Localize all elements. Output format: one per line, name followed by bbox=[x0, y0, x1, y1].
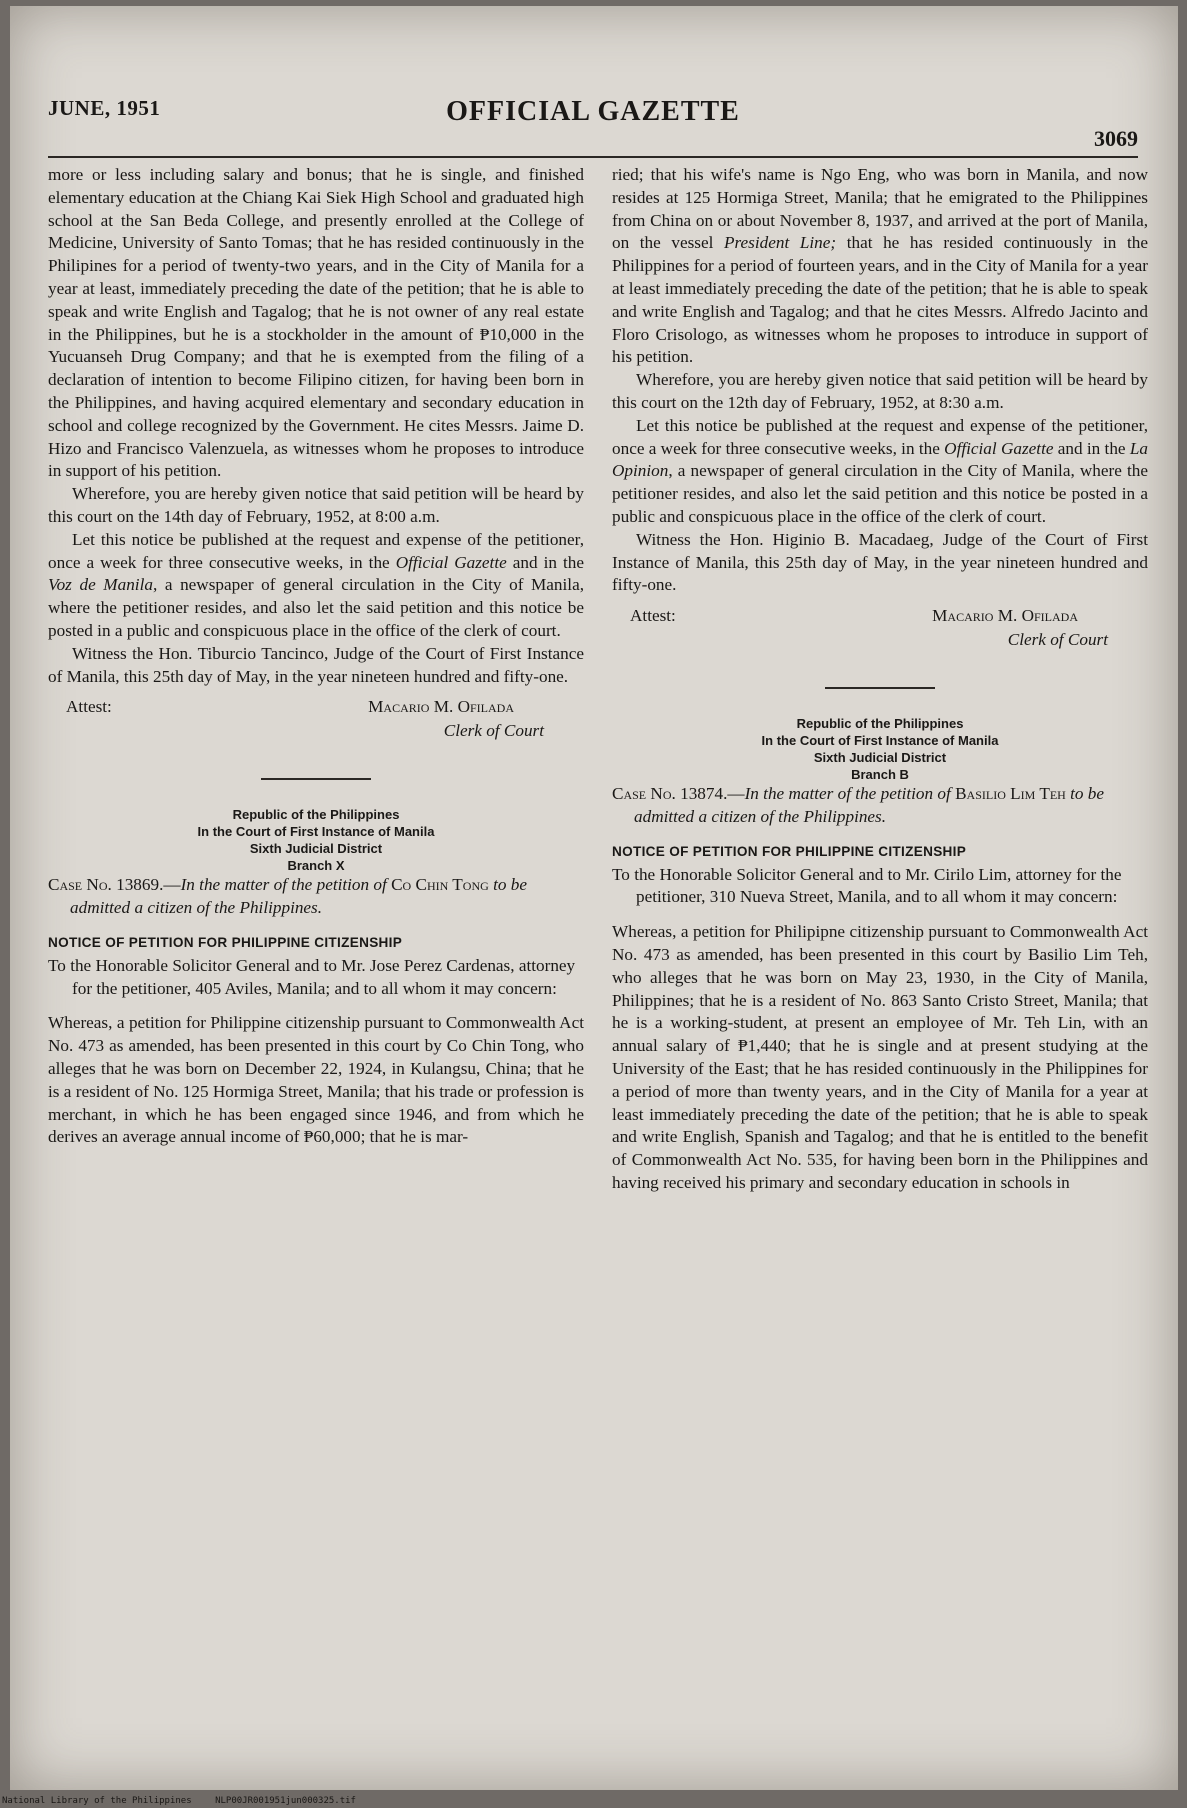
scan-filename: NLP00JR001951jun000325.tif bbox=[215, 1796, 356, 1806]
addressee: To the Honorable Solicitor General and to Mr. Cirilo Lim, attorney for the petitioner, 310 Nueva Street, Manila, and to all whom it may concern: bbox=[612, 864, 1122, 907]
newspaper-name: Official Gazette bbox=[395, 552, 507, 572]
text-run: to be admitted a citizen of the Philippines. bbox=[70, 875, 527, 918]
court-header bbox=[48, 806, 584, 874]
text-run: Let this notice be published at the request and expense of the petitioner, once a week for three consecutive weeks, in the bbox=[612, 415, 1148, 458]
library-credit: National Library of the Philippines bbox=[2, 1796, 192, 1806]
gazette-page bbox=[10, 6, 1178, 1790]
text-run: ried; that his wife's name is Ngo Eng, who was born in Manila, and now resides at 125 Hormiga Street, Manila; that he emigrated to the Philippines from China on or about November 8, 1937, and arrived at the port of Manila, on the vessel bbox=[612, 165, 1148, 253]
text-run: Let this notice be published at the request and expense of the petitioner, once a week for three consecutive weeks, in the bbox=[48, 529, 584, 572]
left-column bbox=[48, 164, 584, 1149]
right-column bbox=[612, 164, 1148, 1195]
newspaper-name: La Opinion bbox=[612, 438, 1148, 481]
court-line: Branch B bbox=[851, 767, 909, 783]
attest-block bbox=[612, 605, 1148, 655]
text-run: and in the bbox=[506, 552, 585, 572]
case-title bbox=[48, 874, 584, 920]
court-line: In the Court of First Instance of Manila bbox=[761, 733, 999, 749]
court-header bbox=[612, 715, 1148, 783]
petitioner-name: Basilio Lim Teh bbox=[955, 784, 1066, 804]
clerk-name: Macario M. Ofilada bbox=[368, 697, 514, 717]
text-run: , a newspaper of general circulation in the City of Manila, where the petitioner resides, and also let the said petition and this notice be posted in a public and conspicuous place in the office of the clerk of court. bbox=[48, 575, 585, 640]
scan-footer bbox=[2, 1796, 374, 1806]
section-divider bbox=[825, 687, 935, 689]
notice-heading: NOTICE OF PETITION FOR PHILIPPINE CITIZENSHIP bbox=[48, 934, 403, 950]
newspaper-name: Official Gazette bbox=[944, 438, 1054, 458]
newspaper-name: Voz de Manila bbox=[48, 575, 153, 595]
case-number: Case No. 13874.— bbox=[612, 784, 745, 804]
court-line: In the Court of First Instance of Manila bbox=[197, 824, 435, 840]
vessel-name: President Line; bbox=[723, 233, 837, 253]
addressee: To the Honorable Solicitor General and to Mr. Jose Perez Cardenas, attorney for the petitioner, 405 Aviles, Manila; and to all whom it may concern: bbox=[48, 955, 576, 998]
paragraph: Witness the Hon. Tiburcio Tancinco, Judge of the Court of First Instance of Manila, this 25th day of May, in the year nineteen hundred and fifty-one. bbox=[48, 643, 584, 686]
page-number: 3069 bbox=[1094, 126, 1138, 151]
court-line: Republic of the Philippines bbox=[232, 807, 400, 823]
header-rule bbox=[48, 156, 1138, 158]
court-line: Sixth Judicial District bbox=[813, 750, 947, 766]
page-header bbox=[48, 86, 1138, 151]
section-divider bbox=[261, 778, 371, 780]
clerk-title: Clerk of Court bbox=[1007, 630, 1108, 650]
paragraph: Wherefore, you are hereby given notice that said petition will be heard by this court on the 14th day of February, 1952, at 8:00 a.m. bbox=[48, 484, 584, 526]
issue-date: JUNE, 1951 bbox=[48, 96, 161, 120]
paragraph: Wherefore, you are hereby given notice that said petition will be heard by this court on the 12th day of February, 1952, at 8:30 a.m. bbox=[612, 370, 1148, 412]
court-line: Branch X bbox=[287, 858, 345, 874]
court-line: Republic of the Philippines bbox=[796, 716, 964, 732]
paragraph: Whereas, a petition for Philipipne citizenship pursuant to Commonwealth Act No. 473 as amended, has been presented in this court by Basilio Lim Teh, who alleges that he was born on May 23, 1930, in the City of Manila, Philippines; that he is a resident of No. 863 Santo Cristo Street, Manila; that he is a working-student, at present an employee of Mr. Teh Lin, with an annual salary of ₱1,440; that he is single and at present studying at the University of the East; that he has resided continuously in the Philippines for a period of more than twenty years, and in the City of Manila for a year at least immediately preceding the date of the petition; that he is able to speak and write English, Spanish and Tagalog; and that he is entitled to the benefit of Commonwealth Act No. 535, for having been born in the Philippines and having received his primary and secondary education in schools in bbox=[612, 922, 1148, 1192]
text-run: In the matter of the petition of bbox=[180, 875, 392, 895]
paragraph: Whereas, a petition for Philippine citizenship pursuant to Commonwealth Act No. 473 as amended, has been presented in this court by Co Chin Tong, who alleges that he was born on December 22, 1924, in Kulangsu, China; that he is a resident of No. 125 Hormiga Street, Manila; that his trade or profession is merchant, in which he has been engaged since 1946, and from which he derives an average annual income of ₱60,000; that he is mar- bbox=[48, 1013, 584, 1147]
clerk-title: Clerk of Court bbox=[443, 721, 544, 741]
text-run: to be admitted a citizen of the Philippines. bbox=[634, 784, 1105, 826]
attest-label: Attest: bbox=[66, 697, 112, 717]
text-run: , a newspaper of general circulation in the City of Manila, where the petitioner resides, and also let the said petition and this notice be posted in a public and conspicuous place in the office of the clerk of court. bbox=[612, 461, 1148, 526]
clerk-name: Macario M. Ofilada bbox=[932, 606, 1078, 626]
case-title bbox=[612, 783, 1148, 829]
attest-label: Attest: bbox=[630, 606, 676, 626]
publication-title: OFFICIAL GAZETTE bbox=[446, 96, 740, 127]
case-number: Case No. 13869.— bbox=[48, 875, 181, 895]
attest-block bbox=[48, 696, 584, 746]
text-run: and in the bbox=[1053, 438, 1130, 458]
paragraph: Witness the Hon. Higinio B. Macadaeg, Judge of the Court of First Instance of Manila, this 25th day of May, in the year nineteen hundred and fifty-one. bbox=[612, 529, 1148, 595]
paragraph bbox=[612, 164, 1148, 369]
paragraph bbox=[48, 529, 584, 643]
notice-heading: NOTICE OF PETITION FOR PHILIPPINE CITIZENSHIP bbox=[612, 843, 967, 859]
court-line: Sixth Judicial District bbox=[249, 841, 383, 857]
text-run: that he has resided continuously in the Philippines for a period of fourteen years, and in the City of Manila for a year at least immediately preceding the date of the petition; that he is able to speak and write English and Tagalog; and that he cites Messrs. Alfredo Jacinto and Floro Crisologo, as witnesses whom he proposes to introduce in support of his petition. bbox=[612, 233, 1148, 367]
petitioner-name: Co Chin Tong bbox=[391, 875, 489, 895]
paragraph bbox=[612, 415, 1148, 529]
text-run: In the matter of the petition of bbox=[744, 784, 956, 804]
paragraph: more or less including salary and bonus; that he is single, and finished elementary education at the Chiang Kai Siek High School and graduated high school at the San Beda College, and presently enrolled at the College of Medicine, University of Santo Tomas; that he has resided continuously in the Philipines for a period of twenty-two years, and in the City of Manila for a year at least, immediately preceding the date of the petition; that he is able to speak and write English and Tagalog; that he is not owner of any real estate in the Philippines, but he is a stockholder in the amount of ₱10,000 in the Yucuanseh Drug Company; and that he is exempted from the filing of a declaration of intention to become Filipino citizen, for having been born in the Philippines, and having acquired elementary and secondary education in school and college recognized by the Government. He cites Messrs. Jaime D. Hizo and Francisco Valenzuela, as witnesses whom he proposes to introduce in support of his petition. bbox=[48, 165, 584, 481]
